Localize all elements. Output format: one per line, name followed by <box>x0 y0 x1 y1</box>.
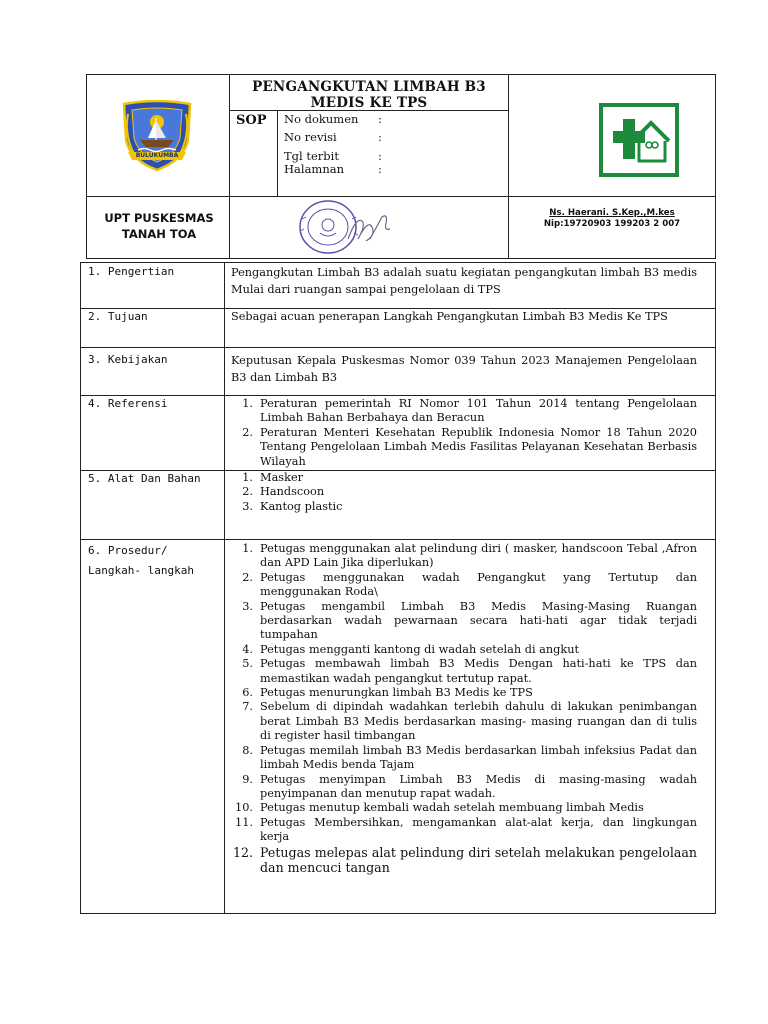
meta-colon: : <box>378 130 382 144</box>
document-title: PENGANGKUTAN LIMBAH B3 MEDIS KE TPS <box>252 79 486 111</box>
signer-nip: Nip:19720903 199203 2 007 <box>543 219 681 229</box>
meta-label-halaman: Halamnan <box>284 162 344 176</box>
referensi-list <box>231 397 697 469</box>
list-item: 1. Peraturan pemerintah RI Nomor 101 Tahun 2014 tentang Pengelolaan Limbah Bahan Berbahaya dan Beracun <box>242 397 697 425</box>
section-label-alat: 5. Alat Dan Bahan <box>88 472 201 485</box>
meta-colon: : <box>378 149 382 163</box>
alat-list <box>231 471 697 514</box>
section-label-kebijakan: 3. Kebijakan <box>88 353 168 366</box>
meta-colon: : <box>378 162 382 176</box>
list-item: 12. Petugas melepas alat pelindung diri setelah melakukan pengelolaan dan mencuci tangan <box>232 844 697 876</box>
puskesmas-cross-house-icon <box>599 103 679 177</box>
row-divider <box>80 395 716 396</box>
section-text-tujuan: Sebagai acuan penerapan Langkah Pengangkutan Limbah B3 Medis Ke TPS <box>231 310 668 323</box>
header-divider <box>86 196 716 197</box>
list-item: 8. Petugas memilah limbah B3 Medis berdasarkan limbah infeksius Padat dan limbah Medis benda Tajam <box>242 743 697 772</box>
header-divider <box>229 74 230 259</box>
list-item: 10. Petugas menutup kembali wadah setelah membuang limbah Medis <box>235 801 644 815</box>
row-divider <box>80 539 716 540</box>
list-item: 1. Petugas menggunakan alat pelindung diri ( masker, handscoon Tebal ,Afron dan APD Lain Jika diperlukan) <box>242 542 697 570</box>
list-item: 3. Petugas mengambil Limbah B3 Medis Masing-Masing Ruangan berdasarkan wadah pewarnaan secara hati-hati agar tidak terjadi tumpahan <box>242 599 697 642</box>
list-item: 7. Sebelum di dipindah wadahkan terlebih dahulu di lakukan penimbangan berat Limbah B3 Medis berdasarkan masing- masing ruangan dan di tulis di register hasil timbangan <box>242 700 697 743</box>
meta-label-tgl-terbit: Tgl terbit <box>284 149 339 163</box>
sop-label: SOP <box>236 113 267 128</box>
list-item: 1. Masker <box>242 471 304 484</box>
list-item: 6. Petugas menurungkan limbah B3 Medis ke TPS <box>242 686 533 700</box>
section-label-langkah: Langkah- langkah <box>88 564 194 577</box>
meta-colon: : <box>378 112 382 126</box>
section-label-tujuan: 2. Tujuan <box>88 310 148 323</box>
list-item: 2. Peraturan Menteri Kesehatan Republik Indonesia Nomor 18 Tahun 2020 Tentang Pengelolaan Limbah Medis Fasilitas Pelayanan Kesehatan Berbasis Wilayah <box>242 425 697 468</box>
list-item: 11. Petugas Membersihkan, mengamankan alat-alat kerja, dan lingkungan kerja <box>235 815 697 844</box>
list-item: 4. Petugas mengganti kantong di wadah setelah di angkut <box>242 642 580 656</box>
unit-name: UPT PUSKESMAS TANAH TOA <box>104 211 214 241</box>
bulukumba-crest-icon <box>118 100 196 172</box>
list-item: 5. Petugas membawah limbah B3 Medis Dengan hati-hati ke TPS dan memastikan wadah pengangkut tertutup rapat. <box>242 657 697 685</box>
meta-label-no-dokumen: No dokumen <box>284 112 359 126</box>
list-item: 2. Handscoon <box>242 485 325 499</box>
list-item: 9. Petugas menyimpan Limbah B3 Medis di masing-masing wadah penyimpanan dan menutup rapat wadah. <box>242 772 697 800</box>
signer-name: Ns. Haerani. S.Kep.,M.kes <box>549 208 675 218</box>
official-stamp-icon <box>296 199 396 255</box>
section-text-kebijakan: Keputusan Kepala Puskesmas Nomor 039 Tahun 2023 Manajemen Pengelolaan B3 dan Limbah B3 <box>231 354 697 384</box>
section-label-referensi: 4. Referensi <box>88 397 168 410</box>
meta-label-no-revisi: No revisi <box>284 130 337 144</box>
header-divider <box>277 110 278 196</box>
body-divider <box>224 262 225 914</box>
row-divider <box>80 347 716 348</box>
signer-block <box>510 208 714 230</box>
header-divider <box>508 74 509 259</box>
crest-ribbon-text: BULUKUMBA <box>135 152 179 159</box>
section-label-pengertian: 1. Pengertian <box>88 265 175 278</box>
section-label-prosedur: 6. Prosedur/ <box>88 544 168 557</box>
prosedur-list <box>231 542 697 876</box>
list-item: 3. Kantog plastic <box>242 499 343 513</box>
section-text-pengertian: Pengangkutan Limbah B3 adalah suatu kegiatan pengangkutan limbah B3 medis Mulai dari ruangan sampai pengelolaan di TPS <box>231 266 697 296</box>
list-item: 2. Petugas menggunakan wadah Pengangkut yang Tertutup dan menggunakan Roda\ <box>242 570 697 599</box>
